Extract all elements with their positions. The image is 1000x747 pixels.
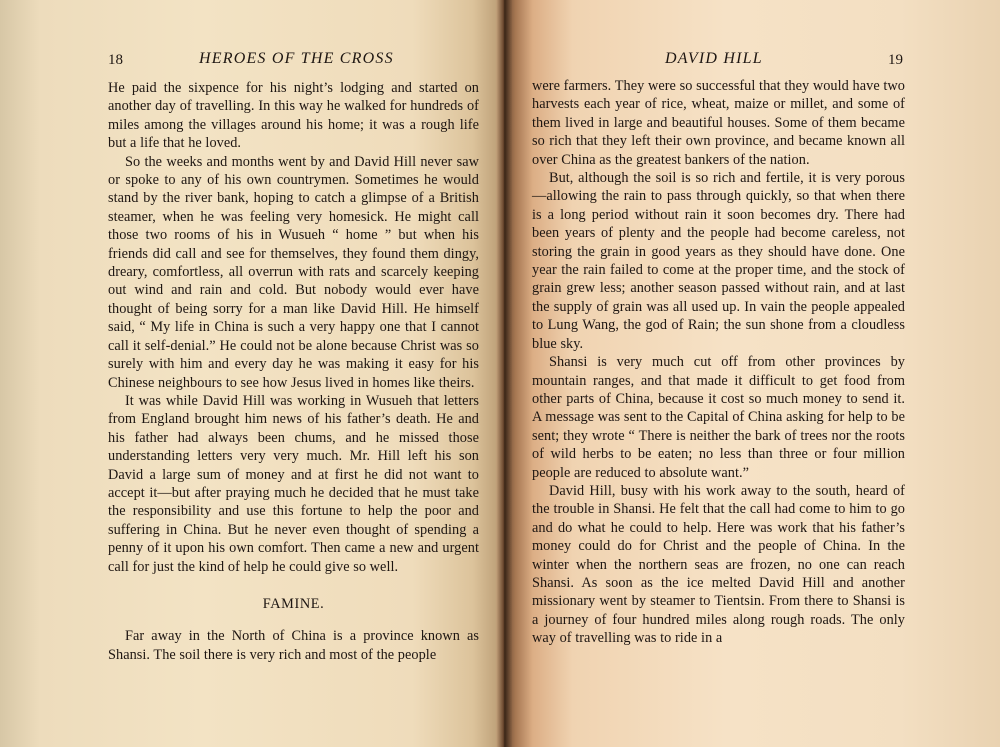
book-gutter <box>496 0 512 747</box>
page-number: 18 <box>108 52 123 68</box>
paragraph: So the weeks and months went by and David Hill never saw or spoke to any of his own countrymen. Sometimes he would stand by the river bank, hoping to catch a glimpse of a British steamer, when he was feeling very homesick. He might call those two rooms of his in Wusueh “ home ” but when his friends did call and see for themselves, they found them dingy, dreary, comfortless, all overrun with rats and scarcely keeping out wind and rain and cold. But nobody would ever have thought of being sorry for a man like David Hill. He himself said, “ My life in China is such a very happy one that I cannot call it self-denial.” He could not be alone because Christ was so surely with him and every day he was making it easy for his Chinese neighbours to see how Jesus lived in homes like theirs. <box>108 153 479 391</box>
paragraph: He paid the sixpence for his night’s lodging and started on another day of travelling. In this way he walked for hundreds of miles among the villages around his home; it was a rough life but a life that he loved. <box>108 80 479 152</box>
paragraph: Far away in the North of China is a province known as Shansi. The soil there is very rich and most of the people <box>108 628 479 663</box>
page-number: 19 <box>888 52 903 68</box>
right-page <box>503 0 1000 747</box>
paragraph: It was while David Hill was working in Wusueh that letters from England brought him news of his father’s death. He and his father had always been chums, and he missed those understanding letters very very much. Mr. Hill left his son David a large sum of money and at first he did not want to accept it—but after praying much he decided that he must take the responsibility and use this fortune to help the poor and suffering in China. But he never even thought of spending a penny of it upon his own comfort. Then came a new and urgent call for just the kind of help he could give so well. <box>108 392 479 575</box>
paragraph: But, although the soil is so rich and fertile, it is very porous—allowing the rain to pass through quickly, so that when there is a long period without rain it soon becomes dry. There had been years of plenty and the people had become careless, not storing the grain in good years as they should have done. One year the rain failed to come at the proper time, and the stock of grain grew less; another season passed without rain, and at last the supply of grain was all used up. In vain the people appealed to Lung Wang, the god of Rain; the sun shone from a cloudless blue sky. <box>532 170 905 352</box>
running-head: DAVID HILL <box>665 50 763 67</box>
section-heading: FAMINE. <box>262 595 325 612</box>
page-body <box>532 77 905 648</box>
paragraph: Shansi is very much cut off from other provinces by mountain ranges, and that made it difficult to get food from other parts of China, because it cost so much money to send it. A message was sent to the Capital of China asking for help to be sent; they wrote “ There is neither the bark of trees nor the roots of wild herbs to be eaten; no less than three or four million people are reduced to absolute want.” <box>532 354 905 481</box>
paragraph: were farmers. They were so successful that they would have two harvests each year of rice, wheat, maize or millet, and some of them lived in large and beautiful houses. Some of them became so rich that they left their own province, and became known all over China as the greatest bankers of the nation. <box>532 78 905 168</box>
running-head: HEROES OF THE CROSS <box>199 50 394 67</box>
page-body <box>108 79 479 664</box>
paragraph: David Hill, busy with his work away to the south, heard of the trouble in Shansi. He felt that the call had come to him to go and do what he could to help. Here was work that his father’s money could do for Christ and the people of China. In the winter when the northern seas are frozen, no one can reach Shansi. As soon as the ice melted David Hill and another missionary went by steamer to Tientsin. From there to Shansi is a journey of four hundred miles along rough roads. The only way of travelling was to ride in a <box>532 482 905 647</box>
